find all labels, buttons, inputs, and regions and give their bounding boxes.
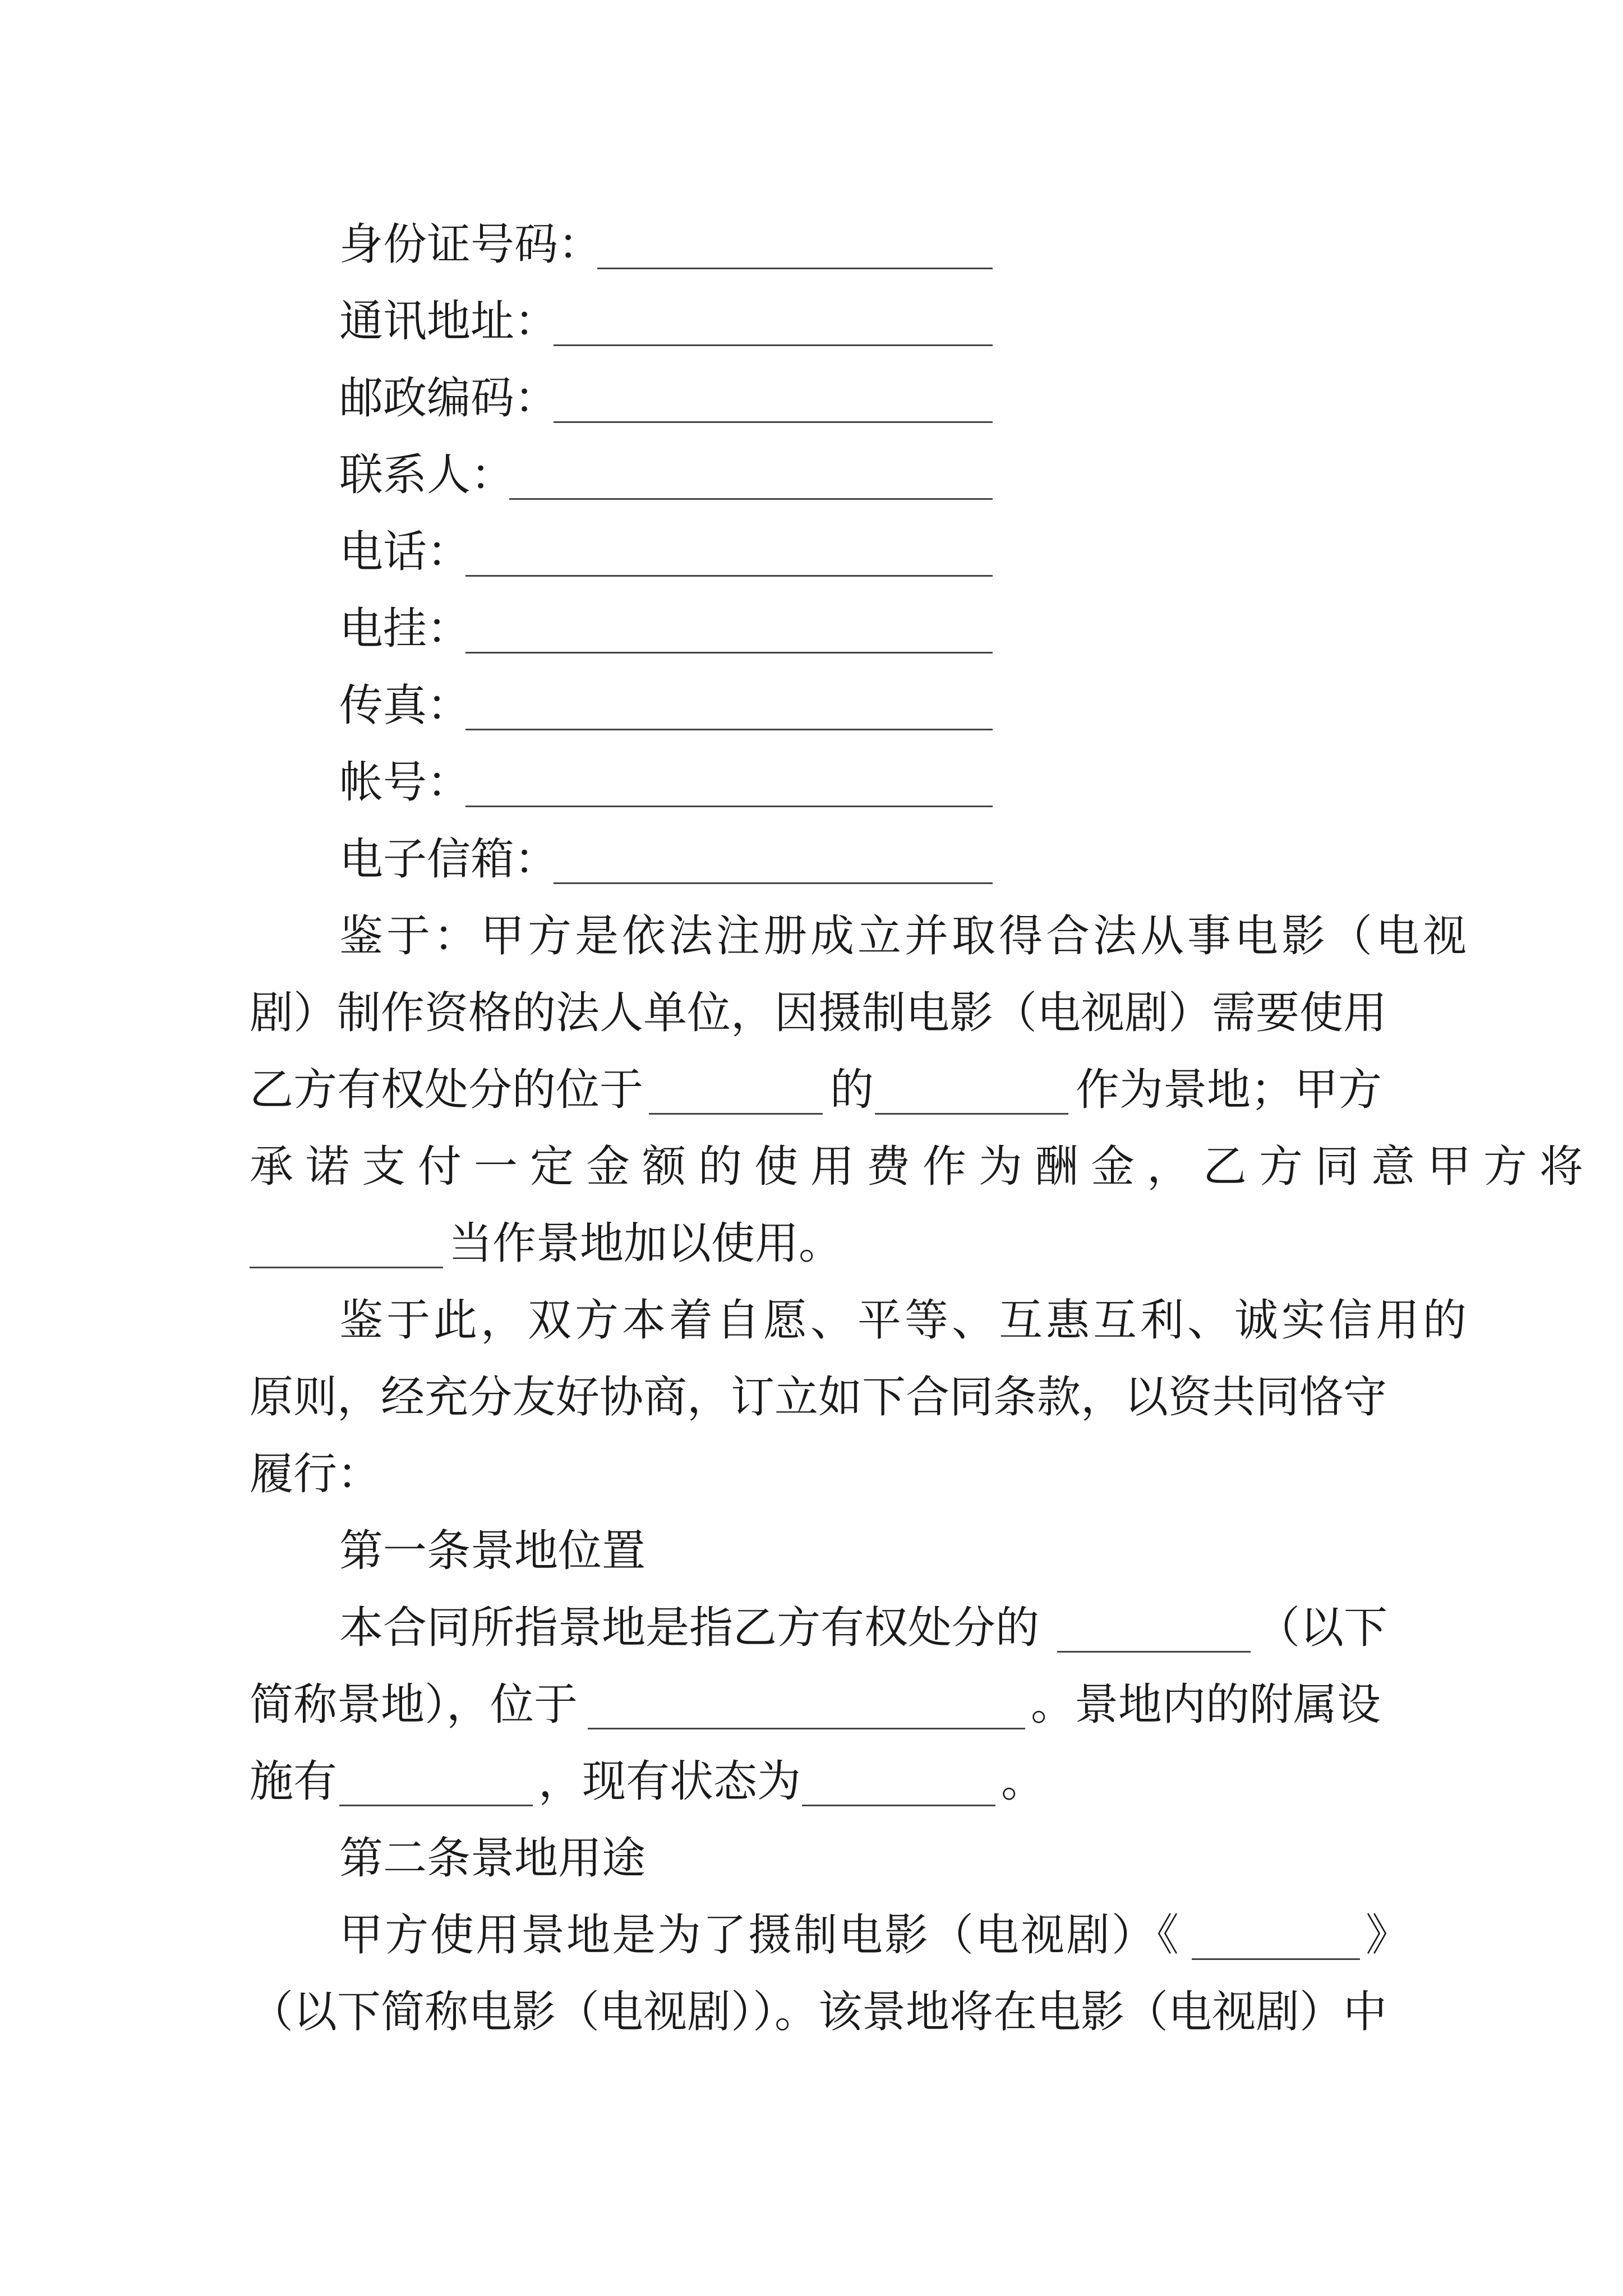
blank-line	[339, 1805, 533, 1806]
paragraph-whereas-line-5: 当作景地加以使用。	[0, 1205, 1623, 1282]
field-id-number	[0, 206, 1623, 283]
field-label: 身份证号码：	[339, 219, 602, 270]
article-2-title: 第二条景地用途	[339, 1833, 646, 1884]
blank-line	[250, 1267, 443, 1268]
blank-line	[465, 729, 993, 730]
field-postcode	[0, 360, 1623, 436]
blank-line	[597, 268, 993, 269]
article-1-line-2: 简称景地），位于 。景地内的附属设	[250, 1680, 1381, 1730]
article-2-line-2: （以下简称电影（电视剧））。该景地将在电影（电视剧）中	[250, 1987, 1387, 2037]
field-phone	[0, 514, 1623, 590]
field-email	[0, 821, 1623, 898]
blank-line	[465, 575, 993, 577]
field-label: 电子信箱：	[339, 834, 559, 885]
blank-line	[875, 1113, 1068, 1115]
paragraph-hereby-line-1: 鉴于此，双方本着自愿、平等、互惠互利、诚实信用的	[339, 1295, 1470, 1346]
field-label: 通讯地址：	[339, 296, 559, 347]
blank-line	[509, 498, 993, 500]
field-label: 邮政编码：	[339, 373, 559, 424]
blank-line	[802, 1805, 995, 1806]
blank-line	[588, 1728, 1025, 1729]
paragraph-whereas-line-3: 乙方有权处分的位于 的 作为景地；甲方	[250, 1065, 1382, 1115]
paragraph-whereas-line-1: 鉴于：甲方是依法注册成立并取得合法从事电影（电视	[339, 911, 1470, 961]
blank-line	[1192, 1958, 1360, 1960]
field-address	[0, 283, 1623, 360]
blank-line	[465, 806, 993, 807]
field-contact-person	[0, 437, 1623, 513]
blank-line	[554, 882, 993, 884]
field-label: 电话：	[339, 527, 471, 577]
article-1-title: 第一条景地位置	[339, 1526, 646, 1576]
blank-line	[554, 344, 993, 346]
paragraph-whereas-line-2: 剧）制作资格的法人单位，因摄制电影（电视剧）需要使用	[250, 988, 1387, 1038]
paragraph-hereby-line-3: 履行：	[250, 1449, 381, 1499]
blank-line	[554, 421, 993, 423]
article-2-line-1: 甲方使用景地是为了摄制电影（电视剧）《 》	[339, 1910, 1410, 1961]
field-label: 联系人：	[339, 450, 515, 500]
article-1-line-1: 本合同所指景地是指乙方有权处分的 （以下	[339, 1603, 1388, 1653]
article-1-line-3: 施有 ，现有状态为 。	[250, 1756, 1045, 1807]
blank-line	[1057, 1651, 1251, 1653]
field-telegraph	[0, 591, 1623, 667]
field-label: 帐号：	[339, 757, 471, 808]
field-label: 传真：	[339, 680, 471, 731]
paragraph-hereby-line-2: 原则，经充分友好协商，订立如下合同条款，以资共同恪守	[250, 1372, 1387, 1423]
field-account	[0, 744, 1623, 821]
paragraph-whereas-line-4: 承诺支付一定金额的使用费作为酬金，乙方同意甲方将	[250, 1142, 1596, 1192]
field-fax	[0, 668, 1623, 744]
blank-line	[649, 1113, 823, 1115]
field-label: 电挂：	[339, 604, 471, 654]
blank-line	[465, 652, 993, 654]
